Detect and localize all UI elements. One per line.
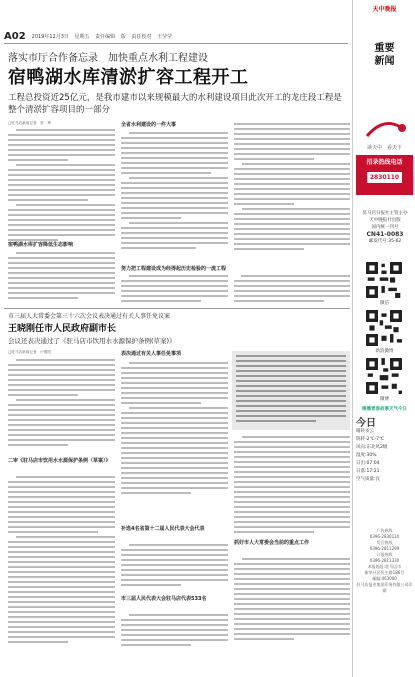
qr-code-icon[interactable] <box>366 358 402 394</box>
story2-kicker: 市三届人大常委会第三十六次会议表决通过有关人事任免议案 <box>8 313 171 320</box>
text-lines-graphic <box>8 250 115 305</box>
meta-weekday: 星期五 <box>74 34 90 40</box>
story1-subhead-2: 宿鸭湖水库扩容降低生态影响 <box>8 242 74 248</box>
page-header <box>4 30 348 44</box>
text-lines-graphic <box>234 434 350 544</box>
issue-info-2: 天中晚报社出版 <box>369 218 401 223</box>
weather-temp: 阴转-2℃-7℃ <box>356 437 385 442</box>
weather-day: 今日 <box>356 418 376 429</box>
meta-proof-label: 责任校对 <box>131 34 152 40</box>
section-title-line-2: 新闻 <box>374 56 395 67</box>
footer-9: 邮编:463000 <box>372 576 397 581</box>
section-title <box>353 42 415 68</box>
footer-5: 订报热线 <box>376 552 393 557</box>
ad-box <box>356 155 413 195</box>
page-meta <box>32 33 176 40</box>
meta-layout-label: 版 <box>120 34 126 40</box>
story2-column-2b <box>121 542 228 592</box>
story2-headline: 王晓刚任市人民政府副市长 <box>8 324 117 334</box>
story2-column-3 <box>234 434 350 544</box>
footer-8: 新华社区民主路186号 <box>364 570 405 575</box>
weather-row-5: 空气质量:良 <box>356 477 381 482</box>
text-lines-graphic <box>232 351 350 430</box>
weather-row-3: 日出:07:04 <box>356 461 380 466</box>
text-lines-graphic <box>121 612 228 650</box>
story2-subhead-a: 表决通过有关人事任免事项 <box>121 351 182 357</box>
footer-2: 0396-2830110 <box>369 534 400 539</box>
section-title-line-1: 重要 <box>374 43 395 54</box>
text-lines-graphic <box>8 474 115 649</box>
qr3-label: 微博 <box>380 397 389 402</box>
footer-7: 本报地址:驻马店市 <box>367 564 402 569</box>
story1-column-2 <box>121 130 228 262</box>
slogan-2: 微播青春故事天气今日 <box>362 407 407 412</box>
footer-info <box>356 528 413 594</box>
story2-column-2c <box>121 612 228 650</box>
qr1-label: 微信 <box>380 301 389 306</box>
ad-phone: 2830110 <box>367 172 402 183</box>
paper-name: 天中晚报 <box>372 6 397 13</box>
story2-column-1b <box>8 474 115 649</box>
story2-column-1 <box>8 357 115 467</box>
ad-title: 招录热线电话 <box>366 159 403 166</box>
story2-subhead-c: 补选4名省第十二届人民代表大会代表 <box>121 526 205 532</box>
story1-headline: 宿鸭湖水库清淤扩容工程开工 <box>8 67 249 88</box>
text-lines-graphic <box>8 357 115 467</box>
story1-byline: □驻马店新闻记者 张 琦 <box>8 121 51 125</box>
issue-info-4: CN41-0083 <box>366 231 404 238</box>
text-lines-graphic <box>121 542 228 592</box>
story2-column-2 <box>121 360 228 535</box>
story1-lead: 工程总投资近25亿元，是我市建市以来规模最大的水利建设项目此次开工的龙庄段工程是整个清淤扩容项目的一部分 <box>8 93 342 115</box>
qr-code-icon[interactable] <box>366 262 402 298</box>
issue-info-1: 驻马店日报社主管主办 <box>362 211 408 216</box>
weather-box <box>356 420 413 484</box>
footer-4: 0396-2811299 <box>369 546 400 551</box>
meta-date: 2019年12月3日 <box>31 34 69 40</box>
text-lines-graphic <box>121 273 350 308</box>
weather-row-1: 风向:东北风2级 <box>356 445 388 450</box>
weather-row-4: 日落:17:21 <box>356 469 380 474</box>
issue-info-5: 邮发代号:35-62 <box>368 239 402 244</box>
story1-column-4 <box>234 121 350 263</box>
story2-subhead-e: 抓好市人大常委会当前的重点工作 <box>234 540 310 546</box>
footer-3: 发行热线 <box>376 540 393 545</box>
text-lines-graphic <box>234 556 350 650</box>
story1-column-3 <box>121 273 350 308</box>
footer-1: 广告热线 <box>376 528 393 533</box>
story2-byline: □驻马店新闻记者 卢明阳 <box>8 350 51 354</box>
meta-proof-name: 王莹莹 <box>156 34 172 40</box>
meta-editor-label: 责任编辑 <box>95 34 116 40</box>
story2-shaded-box <box>232 351 350 430</box>
story2-lead: 会议还表决通过了《驻马店市饮用水水源保护条例(草案)》 <box>8 337 176 345</box>
story1-subhead-1: 全省水利建设的一件大事 <box>121 122 177 128</box>
weather-row-2: 湿度:30% <box>356 453 377 458</box>
paper-logo-icon <box>357 114 412 142</box>
footer-10: 驻马店报业集团印务有限公司印刷 <box>356 582 413 593</box>
story1-subhead-3: 努力把工程建设成为经得起历史检验的一流工程 <box>121 266 227 272</box>
story2-subhead-b: 二审《驻马店市饮用水水源保护条例（草案）》 <box>8 458 111 464</box>
text-lines-graphic <box>121 130 228 262</box>
section-divider <box>4 308 350 309</box>
text-lines-graphic <box>121 360 228 535</box>
issue-info <box>357 210 413 245</box>
issue-info-3: 国内统一刊号 <box>371 225 399 230</box>
paper-slogan: 读天中 看天下 <box>366 145 402 151</box>
qr-code-icon[interactable] <box>366 310 402 346</box>
footer-6: 0396-2811330 <box>369 558 400 563</box>
page-number: A02 <box>4 31 26 42</box>
story2-subhead-d: 市三届人民代表大会驻马店代表533名 <box>121 596 207 602</box>
weather-desc: 晴转多云 <box>356 429 374 434</box>
text-lines-graphic <box>234 121 350 263</box>
story1-column-1b <box>8 250 115 305</box>
sidebar <box>352 0 415 677</box>
qr2-label: 新浪微博 <box>375 349 394 354</box>
story2-column-3b <box>234 556 350 650</box>
story1-kicker: 落实市厅合作备忘录 加快重点水利工程建设 <box>8 53 208 64</box>
